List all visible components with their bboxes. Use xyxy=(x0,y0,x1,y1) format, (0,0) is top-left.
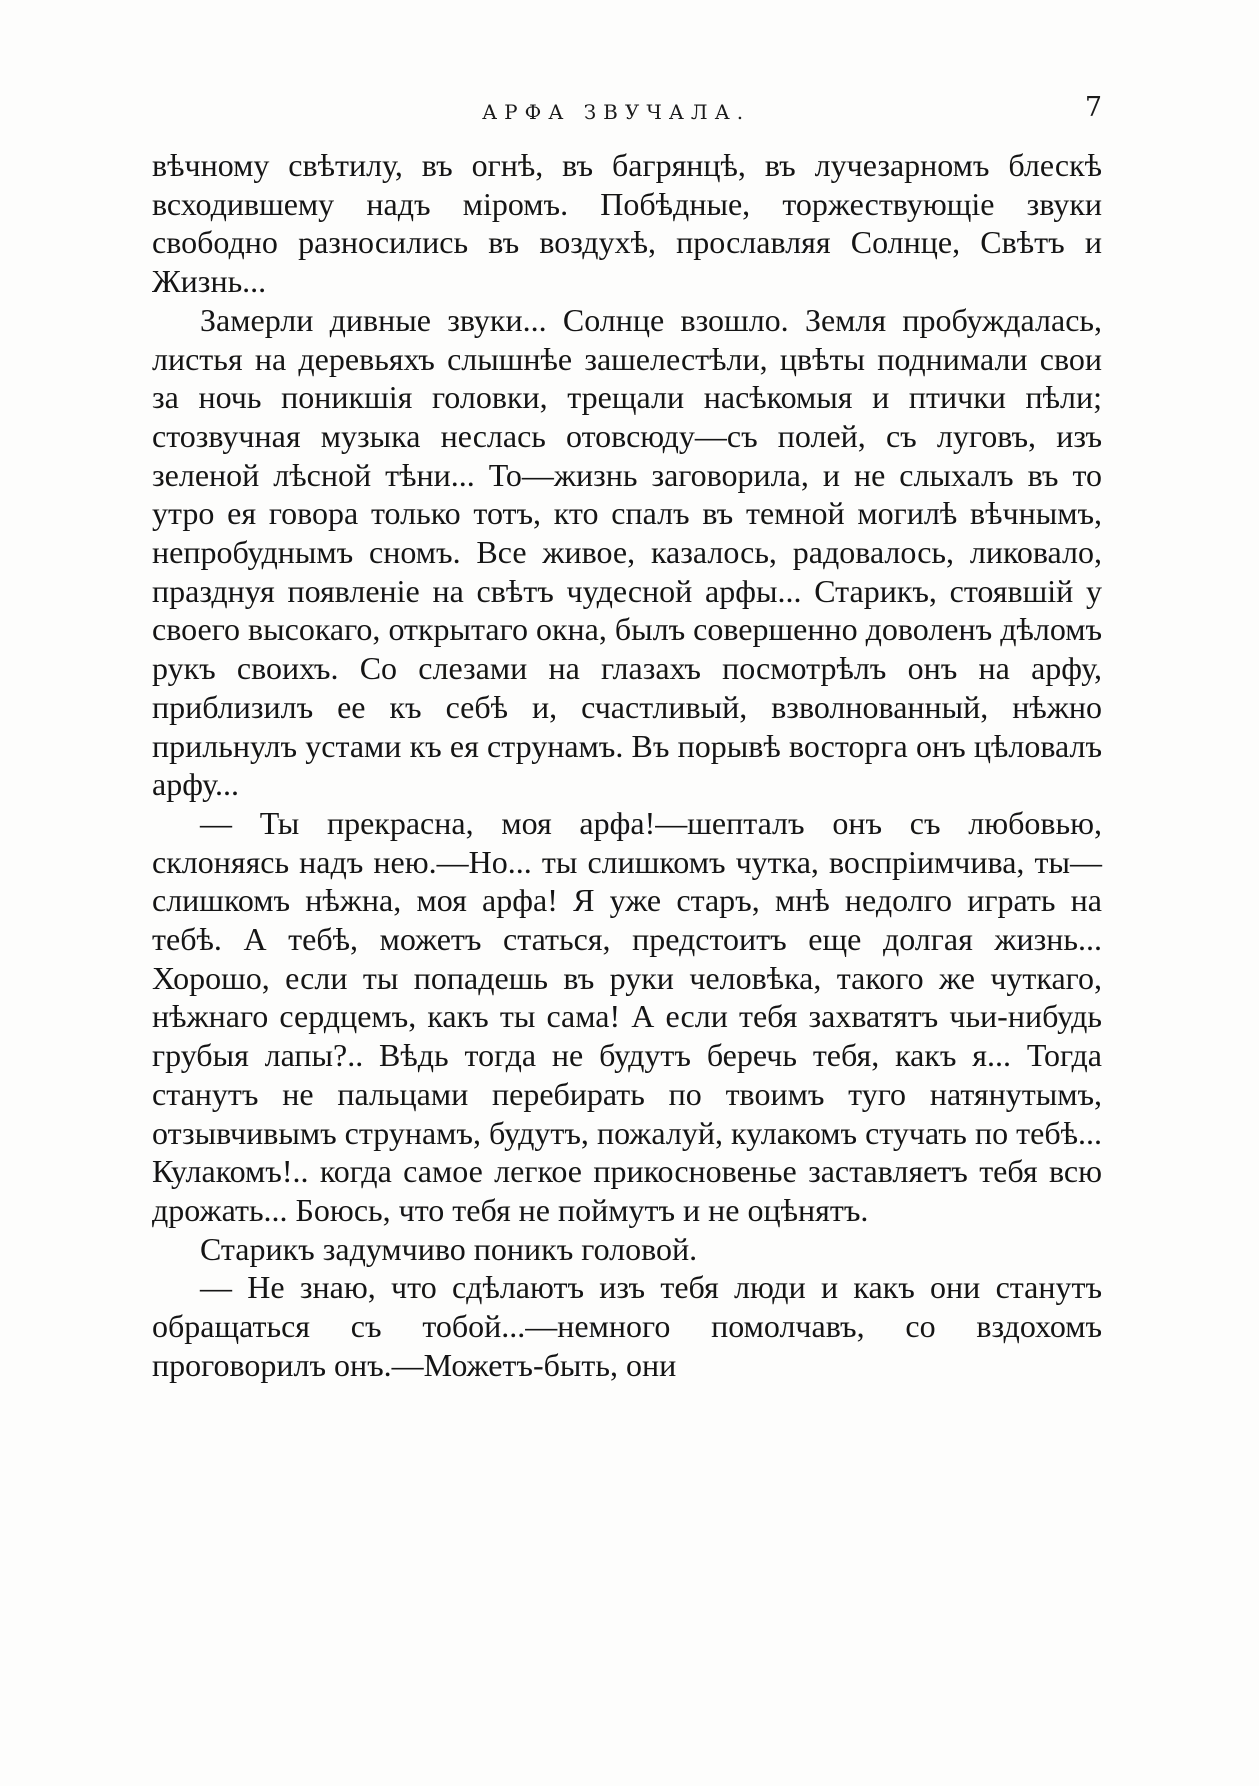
paragraph-3: — Ты прекрасна, моя арфа!—шепталъ онъ съ любовью, склоняясь надъ нею.—Но... ты слишкомъ чутка, воспріимчива, ты—слишкомъ нѣжна, моя арфа! Я уже старъ, мнѣ недолго играть на тебѣ. А тебѣ, можетъ статься, предстоитъ еще долгая жизнь... Хорошо, если ты попадешь въ руки человѣка, такого же чуткаго, нѣжнаго сердцемъ, какъ ты сама! А если тебя захватятъ чьи-нибудь грубыя лапы?.. Вѣдь тогда не будутъ беречь тебя, какъ я... Тогда станутъ не пальцами перебирать по твоимъ туго натянутымъ, отзывчивымъ струнамъ, будутъ, пожалуй, кулакомъ стучать по тебѣ... Кулакомъ!.. когда самое легкое прикосновенье заставляетъ тебя всю дрожать... Боюсь, что тебя не поймутъ и не оцѣнятъ. xyxy=(152,804,1102,1228)
paragraph-5: — Не знаю, что сдѣлаютъ изъ тебя люди и какъ они станутъ обращаться съ тобой...—немного помолчавъ, со вздохомъ проговорилъ онъ.—Можетъ-быть, они xyxy=(152,1269,1102,1383)
paragraph-2: Замерли дивные звуки... Солнце взошло. Земля пробуждалась, листья на деревьяхъ слышнѣе зашелестѣли, цвѣты поднимали свои за ночь поникшія головки, трещали насѣкомыя и птички пѣли; стозвучная музыка неслась отовсюду—съ полей, съ луговъ, изъ зеленой лѣсной тѣни... То—жизнь заговорила, и не слыхалъ въ то утро ея говора только тотъ, кто спалъ въ темной могилѣ вѣчнымъ, непробуднымъ сномъ. Все живое, казалось, радовалось, ликовало, празднуя появленіе на свѣтъ чудесной арфы... Старикъ, стоявшій у своего высокаго, открытаго окна, былъ совершенно доволенъ дѣломъ рукъ своихъ. Со слезами на глазахъ посмотрѣлъ онъ на арфу, приблизилъ ее къ себѣ и, счастливый, взволнованный, нѣжно прильнулъ устами къ ея струнамъ. Въ порывѣ восторга онъ цѣловалъ арфу... xyxy=(152,301,1102,803)
page-number: 7 xyxy=(1084,92,1102,123)
body-text xyxy=(152,146,1102,1385)
running-title: АРФА ЗВУЧАЛА. xyxy=(482,100,751,124)
paragraph-1: вѣчному свѣтилу, въ огнѣ, въ багрянцѣ, въ лучезарномъ блескѣ всходившему надъ міромъ. Побѣдные, торжествующіе звуки свободно разносились въ воздухѣ, прославляя Солнце, Свѣтъ и Жизнь... xyxy=(152,147,1102,300)
paragraph-4: Старикъ задумчиво поникъ головой. xyxy=(200,1230,698,1267)
running-head xyxy=(152,92,1102,132)
